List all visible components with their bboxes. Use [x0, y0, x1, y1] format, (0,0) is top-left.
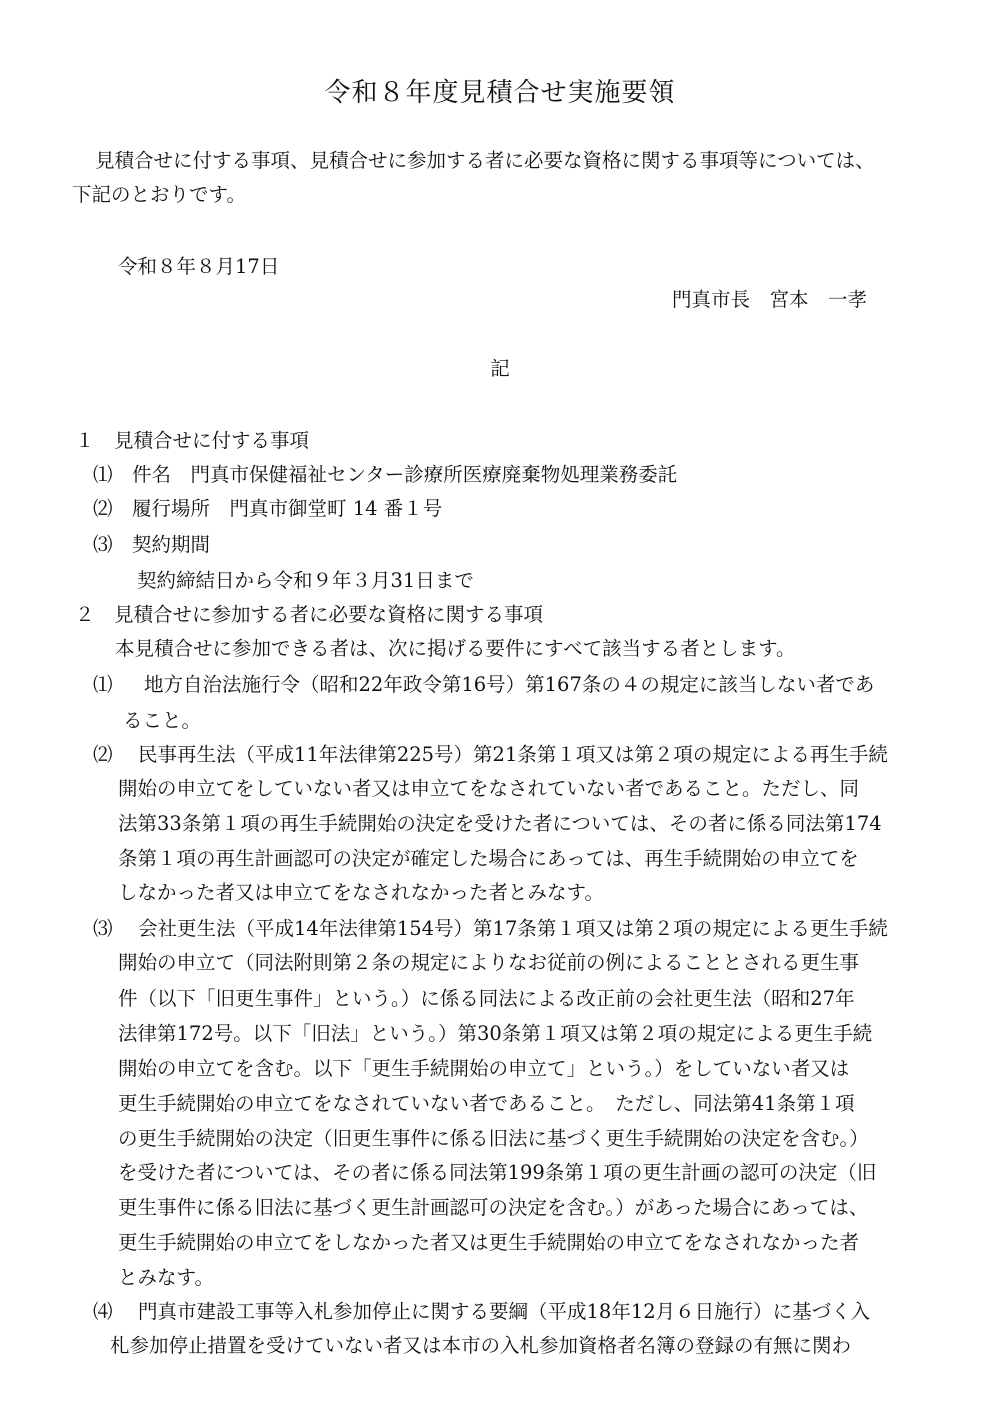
item-3-line: 更生手続開始の申立てをしなかった者又は更生手続開始の申立てをなされなかった者 [118, 1231, 860, 1254]
signer-name: 門真市長 宮本 一孝 [672, 288, 868, 311]
item-3-line: の更生手続開始の決定（旧更生事件に係る旧法に基づく更生手続開始の決定を含む。） [118, 1127, 869, 1150]
item-1-line: ること。 [123, 709, 202, 732]
intro-line-1: 見積合せに付する事項、見積合せに参加する者に必要な資格に関する事項等については、 [95, 149, 875, 172]
document-title: 令和８年度見積合せ実施要領 [324, 78, 676, 108]
section-1-item-3: ⑶ 契約期間 [93, 533, 211, 556]
document-date: 令和８年８月17日 [118, 255, 280, 278]
item-2-line: 法第33条第１項の再生手続開始の決定を受けた者については、その者に係る同法第174 [118, 812, 882, 835]
item-number-4: ⑷ [93, 1300, 113, 1323]
item-number-3: ⑶ [93, 917, 113, 940]
item-3-line: 会社更生法（平成14年法律第154号）第17条第１項又は第２項の規定による更生手続 [138, 917, 888, 940]
contract-period: 契約締結日から令和９年３月31日まで [137, 569, 474, 592]
item-3-line: を受けた者については、その者に係る同法第199条第１項の更生計画の認可の決定（旧 [118, 1161, 877, 1184]
item-3-line: 法律第172号。以下「旧法」という。）第30条第１項又は第２項の規定による更生手続 [118, 1022, 873, 1045]
item-2-line: しなかった者又は申立てをなされなかった者とみなす。 [118, 881, 604, 904]
item-number-2: ⑵ [93, 743, 113, 766]
item-4-line: 札参加停止措置を受けていない者又は本市の入札参加資格者名簿の登録の有無に関わ [110, 1334, 852, 1357]
item-3-line: 開始の申立てを含む。以下「更生手続開始の申立て」という。）をしていない者又は [118, 1057, 850, 1080]
item-2-line: 民事再生法（平成11年法律第225号）第21条第１項又は第２項の規定による再生手続 [138, 743, 888, 766]
item-2-line: 条第１項の再生計画認可の決定が確定した場合にあっては、再生手続開始の申立てを [118, 847, 859, 870]
section-1-heading: １ 見積合せに付する事項 [75, 429, 310, 452]
section-2-lead: 本見積合せに参加できる者は、次に掲げる要件にすべて該当する者とします。 [115, 637, 796, 660]
item-2-line: 開始の申立てをしていない者又は申立てをなされていない者であること。ただし、同 [118, 777, 860, 800]
item-1-line: 地方自治法施行令（昭和22年政令第16号）第167条の４の規定に該当しない者であ [144, 673, 875, 696]
item-4-line: 門真市建設工事等入札参加停止に関する要綱（平成18年12月６日施行）に基づく入 [138, 1300, 871, 1323]
item-3-line: 開始の申立て（同法附則第２条の規定によりなお従前の例によることとされる更生事 [118, 951, 860, 974]
item-3-line: 更生事件に係る旧法に基づく更生計画認可の決定を含む。）があった場合にあっては、 [118, 1196, 869, 1219]
item-number-1: ⑴ [93, 673, 113, 696]
item-3-line: 件（以下「旧更生事件」という。）に係る同法による改正前の会社更生法（昭和27年 [118, 987, 855, 1010]
ki-heading: 記 [490, 357, 510, 380]
section-1-item-2: ⑵ 履行場所 門真市御堂町 14 番１号 [93, 497, 443, 520]
item-3-line: とみなす。 [118, 1266, 214, 1289]
section-1-item-1: ⑴ 件名 門真市保健福祉センター診療所医療廃棄物処理業務委託 [93, 463, 678, 486]
item-3-line: 更生手続開始の申立てをなされていない者であること。 ただし、同法第41条第１項 [118, 1092, 855, 1115]
intro-line-2: 下記のとおりです。 [72, 183, 246, 206]
section-2-heading: ２ 見積合せに参加する者に必要な資格に関する事項 [75, 603, 544, 626]
